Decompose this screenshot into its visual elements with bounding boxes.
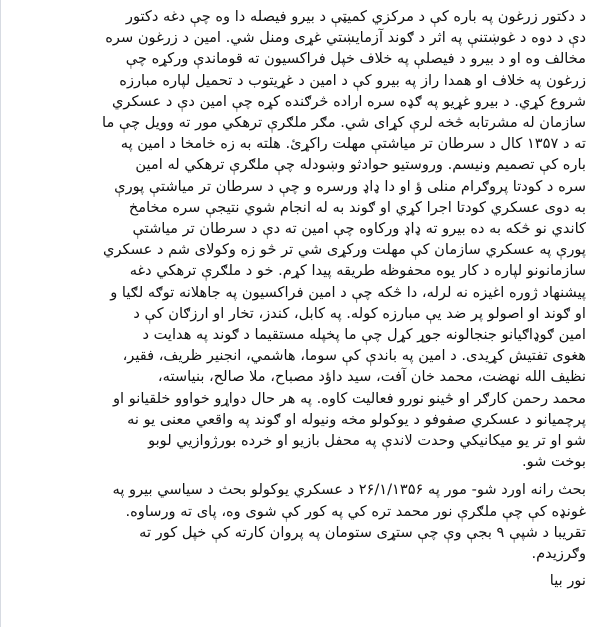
page-left-border	[0, 0, 1, 627]
text-line: سازمانونو لپاره د کار يوه محفوظه طريقه پيدا کړم. خو د ملګرې ترهکي دغه	[129, 262, 586, 280]
text-line: بحث رانه اورد شو- مور په ۲۶/۱/۱۳۵۶ د عسکري يوکولو بحث د سياسي بيرو په	[112, 481, 586, 499]
text-line: سازمان له مشرتابه څخه لرې کړای شي. مګر ملګرې ترهکي مور ته وويل چې ما	[102, 114, 586, 132]
text-line: به دوی عسکري کودتا اجرا کړي او ګوند به له انجام شوي نتيجې سره مخامخ	[128, 198, 586, 216]
text-line: ته د ۱۳۵۷ کال د سرطان تر مياشتې مهلت راکړئ. هلته به زه خامخا د امين په	[120, 135, 586, 153]
text-line: غونډه کې چې ملګرې نور محمد تره کي په کور کې شوی وه، پای ته ورساوه.	[125, 502, 586, 520]
text-line: محمد رحمن کارګر او څينو نورو فعاليت کاوه. په هر حال دواړو خواوو خلقيانو او	[113, 389, 586, 407]
text-line: د دکتور زرغون په باره کې د مرکزي کميټې د بيرو فيصله دا وه چې دغه دکتور	[125, 8, 586, 25]
text-line: دې د دوه د غوښتنې په اثر د ګوند آزمايښتي غړی ومنل شي. امين د زرغون سره	[105, 29, 586, 47]
text-line: بوخت شو.	[522, 453, 586, 471]
paragraph-1	[12, 6, 586, 472]
text-line: تقريبا د شپې ۹ بجې وې چې ستړی ستومان په پروان کارته کې خپل کور ته	[139, 523, 586, 541]
text-line: پورې په عسکري سازمان کې مهلت ورکړی شي تر څو زه وکولای شم د عسکري	[103, 241, 586, 259]
text-line: پرچميانو د عسکري صفوفو د يوکولو مخه ونيوله او ګوند په واقعي معنی يو نه	[127, 410, 586, 428]
continuation-note: نور بيا	[549, 572, 586, 590]
text-line: باره کې تصميم ونيسم. وروستيو حوادثو وښودله چې ملګرې ترهکي له امين	[135, 156, 586, 174]
text-line: پيشنهاد ژوره اغيزه نه لرله، دا څکه چې د امين فراکسيون په جاهلانه توګه لګيا و	[110, 283, 586, 301]
post-body	[12, 6, 586, 591]
text-line: شو او تر يو ميکانيکي وحدت لاندې په محفل بازيو او خرده بورژوازيي لوبو	[148, 432, 586, 450]
text-line: شروع کړي. د بيرو غړيو په ګډه سره اراده څرګنده کړه چې امين دې د عسکري	[111, 92, 586, 110]
text-line: کاندي نو څکه به ده بيرو ته ډاډ ورکاوه چې امين ته دې د سرطان تر مياشتې	[132, 220, 586, 238]
text-line: زرغون په خلاف او همدا راز په بيرو کې د امين د غړيتوب د تحميل لپاره مبارزه	[119, 71, 586, 89]
paragraph-3	[12, 570, 586, 591]
text-line: امين ګوډاګيانو جنجالونه جوړ کړل چې ما پخپله مستقيما د ګوند په هدايت د	[142, 326, 586, 344]
text-line: هغوی تفتيش کړيدی. د امين په باندې کې سوما، هاشمي، انجنير ظريف، فقير،	[122, 347, 586, 365]
text-line: سره د کودتا پروګرام منلی ؤ او دا ډاډ ورسره و چې د سرطان تر مياشتې پورې	[114, 177, 586, 195]
text-line: مخالف وه او د بيرو د فيصلې په خلاف خپل فراکسيون ته قوماندې ورکړه چې	[125, 50, 586, 68]
paragraph-2	[12, 479, 586, 564]
text-line: نظيف الله نهضت، محمد خان آفت، سيد داؤد مصباح، ملا صالح، بنياسته،	[157, 368, 586, 386]
text-line: وګرزيدم.	[531, 545, 586, 563]
text-line: او ګوند او اصولو پر ضد يې مبارزه کوله. په کابل، کندز، تخار او ارزګان کې د	[133, 304, 586, 322]
